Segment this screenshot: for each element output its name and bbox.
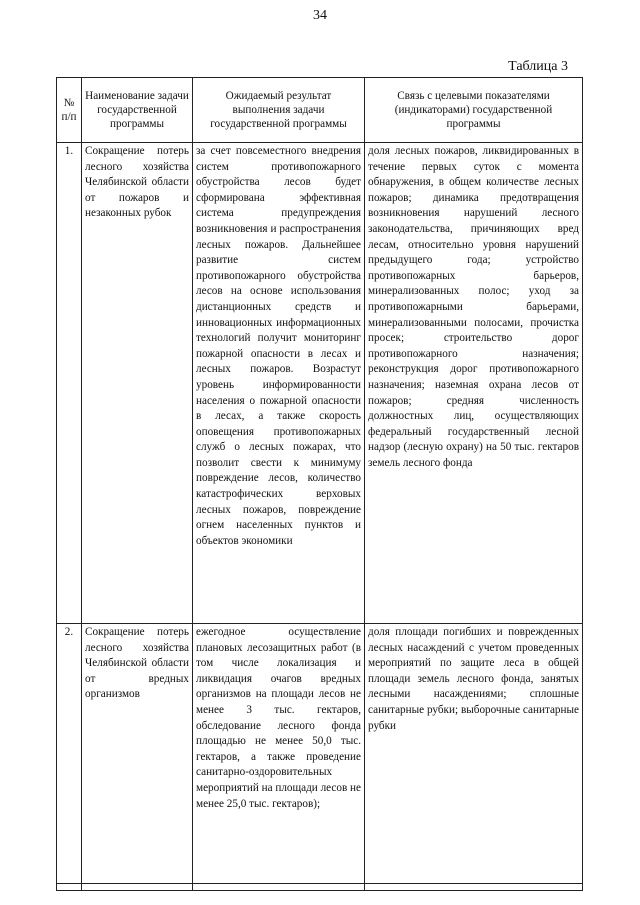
header-result: Ожидаемый результат выполнения задачи государственной программы [193,78,365,143]
row-number: 1. [57,143,82,624]
header-number: № п/п [57,78,82,143]
row-link: доля лесных пожаров, ликвидированных в течение первых суток с момента обнаружения, в общем количестве лесных пожаров; динамика предотвращения возникновения нарушений лесного законодательства, причиняющих вред лесам, относительно уровня нарушений предыдущего года; устройство противопожарных барьеров, минерализованных полос; уход за противопожарными барьерами, минерализованными полосами, прочистка просек; строительство дорог противопожарного назначения; реконструкция дорог противопожарного назначения; наземная охрана лесов от пожаров; средняя численность должностных лиц, осуществляющих федеральный государственный лесной надзор (лесную охрану) на 50 тыс. гектаров земель лесного фонда [365,143,583,624]
row-link: доля площади погибших и поврежденных лесных насаждений с учетом проведенных мероприятий по защите леса в общей площади земель лесного фонда, занятых лесными насаждениями; сплошные санитарные рубки; выборочные санитарные рубки [365,624,583,891]
page-number: 34 [313,8,327,23]
table-header-row [57,78,583,143]
row-number: 2. [57,624,82,891]
page-bottom-rule [56,883,582,884]
table-row [57,624,583,891]
row-task: Сокращение потерь лесного хозяйства Челябинской области от пожаров и незаконных рубок [82,143,193,624]
row-task: Сокращение потерь лесного хозяйства Челябинской области от вредных организмов [82,624,193,891]
row-result: за счет повсеместного внедрения систем противопожарного обустройства лесов будет сформирована эффективная система предупреждения возникновения и распространения лесных пожаров. Дальнейшее развитие систем противопожарного обустройства лесов на основе использования дистанционных средств и инновационных информационных технологий получит мониторинг пожарной опасности в лесах и лесных пожаров. Возрастут уровень информированности населения о пожарной опасности в лесах, а также скорость оповещения противопожарных служб о лесных пожарах, что позволит свести к минимуму повреждение лесов, количество катастрофических верховых лесных пожаров, повреждение огнем населенных пунктов и объектов экономики [193,143,365,624]
row-result: ежегодное осуществление плановых лесозащитных работ (в том числе локализация и ликвидация очагов вредных организмов на площади лесов не менее 3 тыс. гектаров, обследование лесного фонда площадью не менее 50,0 тыс. гектаров, а также проведение санитарно-оздоровительных мероприятий на площади лесов не менее 25,0 тыс. гектаров); [193,624,365,891]
task-table [56,77,583,891]
table-row [57,143,583,624]
header-task: Наименование задачи государственной программы [82,78,193,143]
table-caption: Таблица 3 [508,59,568,74]
header-link: Связь с целевыми показателями (индикаторами) государственной программы [365,78,583,143]
